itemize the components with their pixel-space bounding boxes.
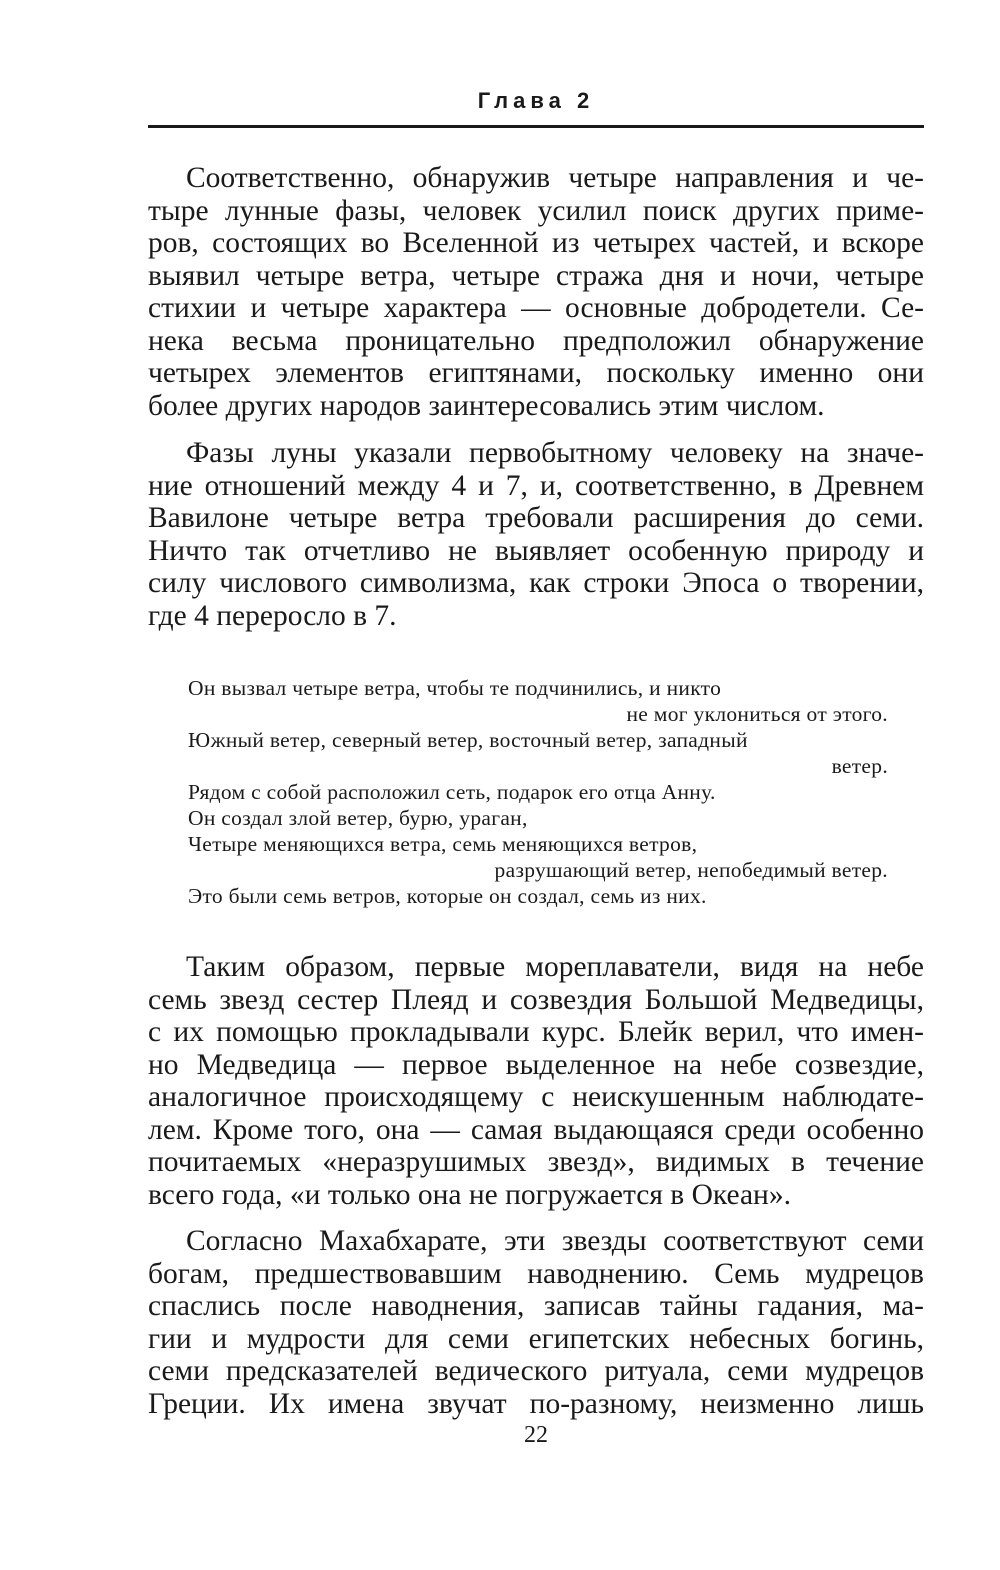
- paragraph-3: [148, 951, 924, 1211]
- poem-line: Это были семь ветров, которые он создал, семь из них.: [188, 884, 707, 908]
- text-line: Греции. Их имена звучат по-разному, неизменно лишь: [148, 1387, 924, 1420]
- poem-line: Рядом с собой расположил сеть, подарок его отца Анну.: [188, 780, 716, 804]
- header-rule: [148, 125, 924, 128]
- text-line: четырех элементов египтянами, поскольку именно они: [148, 357, 924, 389]
- text-line: Фазы луны указали первобытному человеку на значе-: [186, 437, 924, 469]
- text-line: где 4 переросло в 7.: [148, 599, 397, 632]
- text-line: но Медведица — первое выделенное на небе созвездие,: [148, 1048, 924, 1081]
- text-line: лем. Кроме того, она — самая выдающаяся среди особенно: [148, 1113, 924, 1146]
- text-line: гии и мудрости для семи египетских небесных богинь,: [148, 1322, 924, 1355]
- text-line: семь звезд сестер Плеяд и созвездия Большой Медведицы,: [148, 983, 924, 1016]
- paragraph-2: [148, 437, 924, 632]
- page-number: 22: [524, 1422, 548, 1448]
- text-line: силу числового символизма, как строки Эпоса о творении,: [148, 567, 924, 599]
- poem-line: Он создал злой ветер, бурю, ураган,: [188, 806, 528, 830]
- text-line: ров, состоящих во Вселенной из четырех частей, и вскоре: [148, 227, 924, 259]
- text-line: стихии и четыре характера — основные добродетели. Се-: [148, 292, 924, 324]
- text-line: Ничто так отчетливо не выявляет особенную природу и: [148, 534, 924, 567]
- poem-line: Он вызвал четыре ветра, чтобы те подчинились, и никто: [188, 676, 722, 700]
- poem-line: Четыре меняющихся ветра, семь меняющихся ветров,: [188, 832, 698, 856]
- text-line: почитаемых «неразрушимых звезд», видимых в течение: [148, 1146, 924, 1178]
- text-line: Вавилоне четыре ветра требовали расширения до семи.: [148, 502, 924, 534]
- text-line: Соответственно, обнаружив четыре направления и че-: [186, 162, 924, 194]
- text-line: тыре лунные фазы, человек усилил поиск других приме-: [148, 194, 924, 227]
- poem-line: разрушающий ветер, непобедимый ветер.: [494, 858, 888, 882]
- paragraph-4: [148, 1225, 924, 1420]
- text-line: нека весьма проницательно предположил обнаружение: [148, 324, 924, 357]
- text-line: выявил четыре ветра, четыре стража дня и ночи, четыре: [148, 259, 924, 292]
- poem-line: ветер.: [831, 754, 888, 778]
- text-line: семи предсказателей ведического ритуала, семи мудрецов: [148, 1355, 924, 1387]
- text-line: аналогичное происходящему с неискушенным наблюдате-: [148, 1081, 924, 1113]
- text-line: Согласно Махабхарате, эти звезды соответствуют семи: [186, 1225, 924, 1257]
- text-line: спаслись после наводнения, записав тайны гадания, ма-: [148, 1290, 924, 1322]
- poem-line: Южный ветер, северный ветер, восточный ветер, западный: [188, 728, 748, 752]
- paragraph-1: [148, 162, 924, 422]
- text-line: ние отношений между 4 и 7, и, соответственно, в Древнем: [148, 469, 924, 502]
- text-line: богам, предшествовавшим наводнению. Семь мудрецов: [148, 1257, 924, 1290]
- text-line: всего года, «и только она не погружается в Океан».: [148, 1178, 791, 1211]
- poem-quote: [188, 675, 888, 909]
- text-line: с их помощью прокладывали курс. Блейк верил, что имен-: [148, 1016, 924, 1048]
- text-line: Таким образом, первые мореплаватели, видя на небе: [186, 951, 924, 983]
- poem-line: не мог уклониться от этого.: [626, 702, 888, 726]
- running-header: Глава 2: [477, 88, 595, 113]
- text-line: более других народов заинтересовались этим числом.: [148, 389, 825, 422]
